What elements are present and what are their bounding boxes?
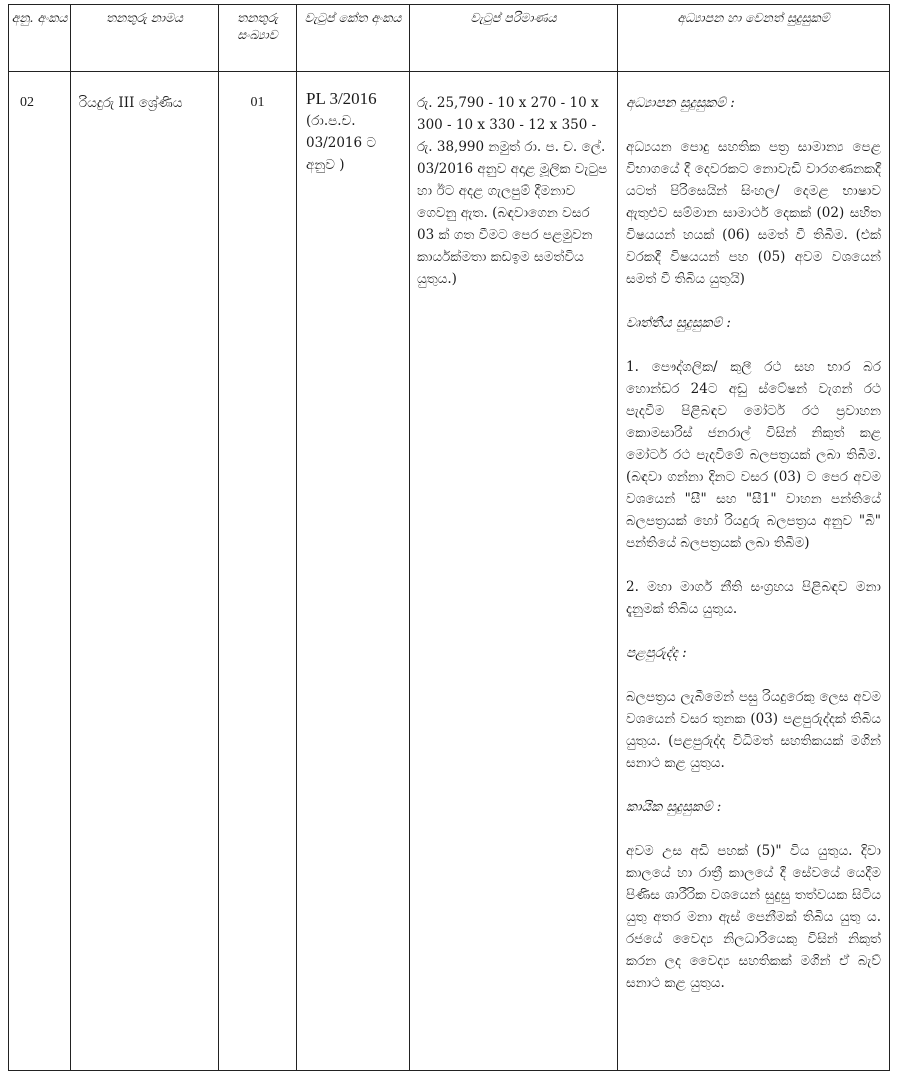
qualifications-cell	[618, 72, 890, 1071]
serial-no: 02	[9, 72, 71, 1071]
experience-text: බලපත්‍රය ලැබීමෙන් පසු රියදුරෙකු ලෙස අවම වශයෙන් වසර තුනක (03) පළපුරුද්දක් තිබිය යුතුය. (පළපුරුද්ද විධිමත් සහතිකයක් මගින් සනාථ කළ යුතුය.	[626, 689, 881, 771]
header-serial-no: අනු. අංකය	[9, 5, 71, 72]
header-qualifications: අධ්‍යාපන හා වෙනත් සුදුසුකම්	[618, 5, 890, 72]
header-salary-scale: වැටුප් පරිමාණය	[410, 5, 618, 72]
professional-text-1: 1. පෞද්ගලික/ කුලී රථ සහ භාර බර හොන්ඩර 24ට අඩු ස්ටේෂන් වැගන් රථ පැදවීම පිළිබඳව මෝටර් රථ ප්‍රවාහන කොමසාරිස් ජනරාල් විසින් නිකුත් කළ මෝටර් රථ පැදවීමේ බලපත්‍රයක් ලබා තිබීම. (බඳවා ගන්නා දිනට වසර (03) ට පෙර අවම වශයෙන් "සී" සහ "සී1" වාහන පන්තියේ බලපත්‍රයක් හෝ රියදුරු බලපත්‍රය අනුව "බී" පන්තියේ බලපත්‍රයක් ලබා තිබීම)	[626, 359, 881, 551]
experience-heading: පළපුරුද්ද :	[626, 645, 687, 661]
salary-code-cell	[297, 72, 410, 1071]
salary-code: PL 3/2016	[306, 89, 377, 108]
professional-text-2: 2. මහා මාර්ග නීති සංග්‍රහය පිළිබඳව මනා දැනුමක් තිබිය යුතුය.	[626, 579, 881, 617]
post-title: රියදුරු III ශ්‍රේණිය	[71, 72, 219, 1071]
qualifications-table	[8, 4, 890, 1071]
table-row	[9, 72, 890, 1071]
salary-code-note: (රා.ප.ච. 03/2016 ට අනුව )	[306, 113, 377, 173]
header-post-count: තනතුරු සංඛ්‍යාව	[219, 5, 297, 72]
education-text: අධ්‍යයන පොදු සහතික පත්‍ර සාමාන්‍ය පෙළ විභාගයේ දී දෙවරකට නොවැඩි වාරගණනකදී යටත් පිරිසෙයින් සිංහල/ දෙමළ භාෂාව ඇතුළුව සම්මාන සාමාර්ථ දෙකක් (02) සහිත විෂයයන් හයක් (06) සමත් වී තිබීම. (එක් වරකදී විෂයයන් පහ (05) අවම වශයෙන් සමත් වී තිබිය යුතුයි)	[626, 139, 881, 287]
header-post-title: තනතුරු නාමය	[71, 5, 219, 72]
header-row	[9, 5, 890, 72]
salary-scale: රු. 25,790 - 10 x 270 - 10 x 300 - 10 x 330 - 12 x 350 - රු. 38,990 නමුත් රා. ප. ච. ලේ. 03/2016 අනුව අදාළ මූලික වැටුප හා ඊට අදළ ගැලපුම් දීමනාව ගෙවනු ඇත. (බඳවාගෙන වසර 03 ක් ගත වීමට පෙර පළමුවන කාර්යක්මතා කඩඉම සමත්විය යුතුය.)	[410, 72, 618, 1071]
physical-text: අවම උස අඩි පහක් (5)" විය යුතුය. දිවා කාලයේ හා රාත්‍රී කාලයේ දී සේවයේ යෙදීම පිණිස ශාරීරික වශයෙන් සුදුසු තත්වයක සිටිය යුතු අතර මනා ඇස් පෙනීමක් තිබිය යුතු ය. රජයේ වෛද්‍ය නිලධාරියෙකු විසින් නිකුත් කරන ලද වෛද්‍ය සහතිකක් මගින් ඒ බැව් සනාථ කළ යුතුය.	[626, 843, 881, 991]
physical-heading: කායික සුදුසුකම් :	[626, 799, 722, 815]
post-count: 01	[219, 72, 297, 1071]
education-heading: අධ්‍යාපන සුදුසුකම් :	[626, 95, 735, 111]
professional-heading: වෘත්තීය සුදුසුකම් :	[626, 315, 731, 331]
header-salary-code: වැටුප් කේත අංකය	[297, 5, 410, 72]
